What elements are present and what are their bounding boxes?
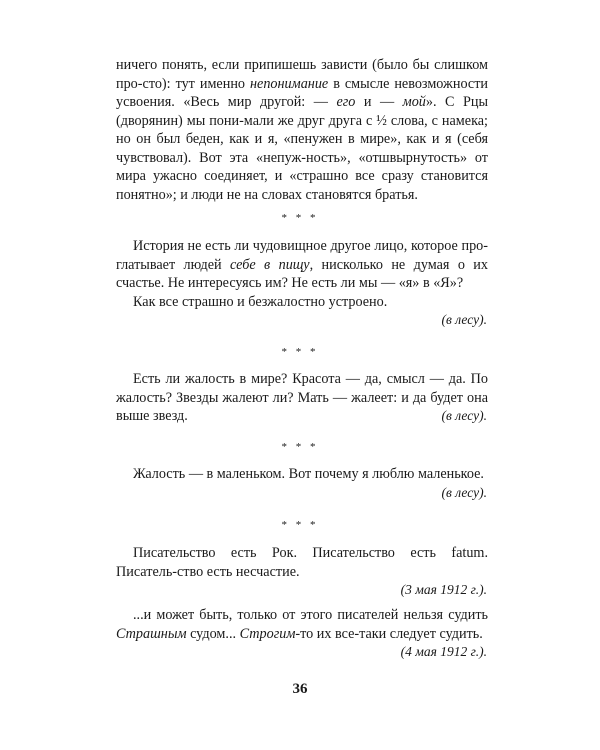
paragraph-6: Писательство есть Рок. Писательство есть fatum. Писатель-ство есть несчастие. — [116, 545, 488, 580]
paragraph-1: ничего понять, если припишешь зависти (было бы слишком про-сто): тут именно непонимание в смысле невозможности усвоения. «Весь мир другой: — его и — мой». С Рцы (дворянин) мы пони-мали же друг друга с ½ слова, с намека; но он был беден, как и я, «пенужен в мире», как и я (себя чувствовал). Вот эта «непуж-ность», «отшвырнутость» от мира ужасно соединяет, и «страшно все сразу становится понятно»; и люди не на словах становятся братья. — [116, 57, 488, 203]
emphasis-text: мой — [402, 94, 426, 110]
paragraph-5: Жалость — в маленьком. Вот почему я люблю маленькое. — [133, 466, 484, 482]
emphasis-text: Строгим — [239, 625, 296, 642]
paragraph-4: Есть ли жалость в мире? Красота — да, смысл — да. По жалость? Звезды жалеют ли? Мать — жалеет: и да будет она выше звезд. — [116, 371, 488, 424]
signature-note: (в лесу). — [441, 312, 487, 327]
signature-note: (в лесу). — [441, 408, 487, 423]
emphasis-text: Страшным — [116, 625, 187, 642]
emphasis-text: непонимание — [249, 75, 329, 92]
signature-note: (4 мая 1912 г.). — [400, 644, 487, 659]
signature-note: (в лесу). — [441, 485, 487, 500]
paragraph-3: Как все страшно и безжалостно устроено. — [133, 294, 388, 310]
section-separator: * * * — [281, 441, 319, 453]
signature-note: (3 мая 1912 г.). — [400, 582, 487, 597]
section-separator: * * * — [281, 212, 319, 224]
emphasis-text: его — [336, 94, 356, 110]
page-number: 36 — [292, 681, 308, 697]
section-separator: * * * — [281, 346, 319, 358]
paragraph-2: История не есть ли чудовищное другое лицо, которое про-глатывает людей себе в пищу, нисколько не думая о их счастье. Не интересуясь им? Не есть ли мы — «я» в «Я»? — [116, 238, 488, 291]
emphasis-text: себе в пищу — [230, 256, 310, 273]
paragraph-7: ...и может быть, только от этого писателей нельзя судить Страшным судом... Строгим-то их все-таки следует судить. — [116, 607, 488, 642]
section-separator: * * * — [281, 519, 319, 531]
